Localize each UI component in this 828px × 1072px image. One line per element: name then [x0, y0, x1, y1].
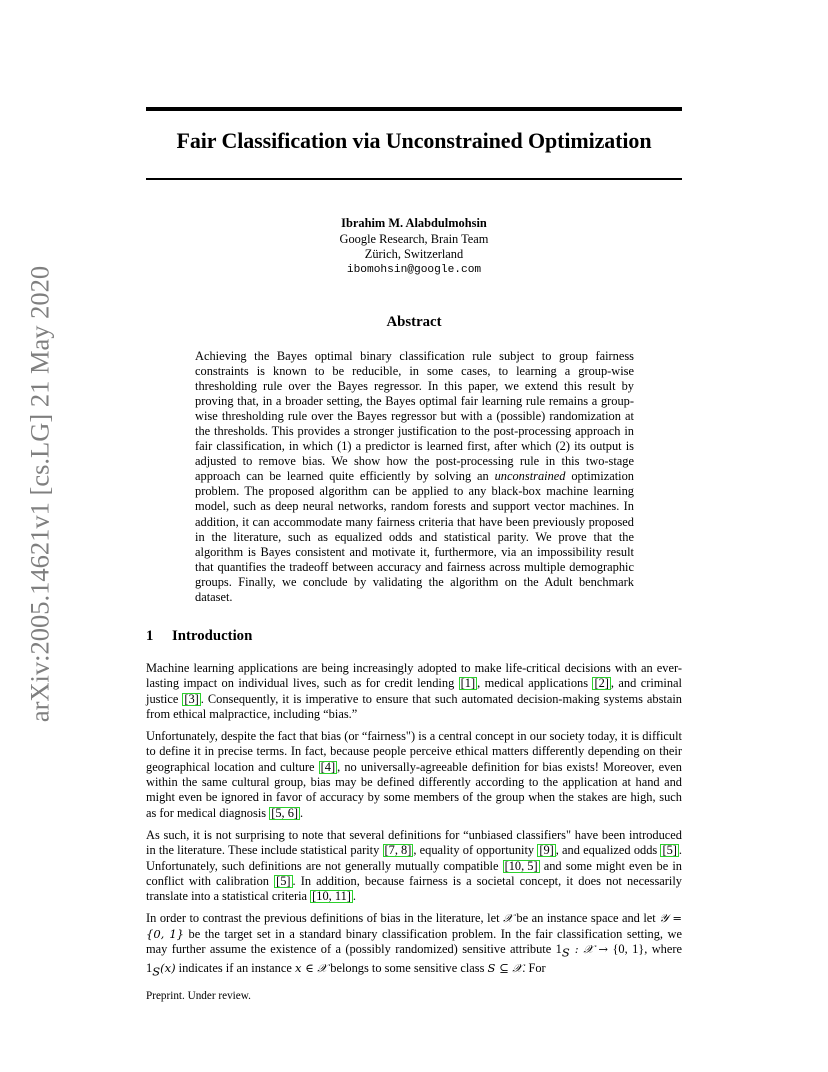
citation-link[interactable]: [2] [594, 676, 609, 691]
math-instance-space: 𝒳 [503, 911, 513, 926]
citation-link[interactable]: [4] [320, 759, 336, 774]
math-indicator: $1_S$ : 𝒳 → [555, 942, 609, 960]
citation-link[interactable]: [1] [460, 676, 476, 691]
math-indicator-x: $1_S(x)$ [146, 960, 176, 979]
section-title: Introduction [172, 628, 253, 644]
paragraph-3: As such, it is not surprising to note that several definitions for “unbiased classifiers" have been introduced in the literature. These include statistical parity [7, 8] , equality of opportunity [9] , and equalized odds [5] . Unfortunately, such definitions are not generally mutually compatible [10, 5] and some might even be in conflict with calibration [5] . In addition, because fairness is a societal concept, it does not necessarily translate into a statistical criteria [10, 11] . [146, 827, 682, 904]
paragraph-1: Machine learning applications are being increasingly adopted to make life-critical decisions with an ever-lasting impact on individual lives, such as for credit lending [1] , medical applications [2] , and criminal justice [3] . Consequently, it is imperative to ensure that such automated decision-making systems abstain from ethical malpractice, including “bias.” [146, 661, 682, 721]
citation-link[interactable]: [5] [276, 873, 291, 888]
title-rule-bottom [146, 178, 682, 180]
section-heading [146, 628, 682, 645]
paper-title: Fair Classification via Unconstrained Optimization [176, 128, 652, 153]
paragraph-2: Unfortunately, despite the fact that bias (or “fairness") is a central concept in our society today, it is difficult to define it in precise terms. In fact, because people perceive ethical matters differently depending on their geographical location and culture [4] , no universally-agreeable definition for bias exists! Moreover, even within the same cultural group, bias may be defined differently according to the application at hand and might even be ignored in favor of accuracy by some members of the group when the stakes are high, such as for medical diagnosis [5, 6] . [146, 729, 682, 820]
citation-link[interactable]: [9] [539, 843, 554, 858]
title-rule-top [146, 107, 682, 111]
citation-link[interactable]: [5, 6] [271, 805, 299, 820]
citation-link[interactable]: [7, 8] [384, 843, 412, 858]
author-block [146, 216, 682, 278]
math-binary-set: {0, 1} [612, 942, 645, 957]
author-affiliation: Google Research, Brain Team [339, 231, 489, 246]
math-target-set: 𝒴 = {0, 1} [146, 911, 682, 941]
author-location: Zürich, Switzerland [364, 247, 464, 261]
abstract-heading: Abstract [386, 314, 442, 330]
author-email: ibomohsin@google.com [346, 263, 482, 276]
math-x-in-space: x ∈ 𝒳 [294, 960, 328, 975]
author-name: Ibrahim M. Alabdulmohsin [341, 216, 487, 230]
citation-link[interactable]: [3] [184, 691, 199, 706]
citation-link[interactable]: [10, 11] [312, 889, 351, 904]
body-text [146, 661, 682, 987]
math-sensitive-class: S ⊆ 𝒳 [487, 960, 523, 975]
section-number: 1 [146, 628, 154, 644]
citation-link[interactable]: [10, 5] [504, 858, 538, 873]
footer-note: Preprint. Under review. [146, 990, 251, 1002]
abstract-emphasis: unconstrained [494, 469, 566, 484]
paragraph-4: In order to contrast the previous definitions of bias in the literature, let 𝒳 be an instance space and let 𝒴 = {0, 1} be the target set in a standard binary classification problem. In the fair classification setting, we may further assume the existence of a (possibly randomized) sensitive attribute $1_S$ : 𝒳 → {0, 1}, where $1_S(x)$ indicates if an instance x ∈ 𝒳 belongs to some sensitive class S ⊆ 𝒳. For [146, 911, 682, 979]
arxiv-identifier: arXiv:2005.14621v1 [cs.LG] 21 May 2020 [24, 265, 55, 723]
citation-link[interactable]: [5] [662, 843, 677, 858]
abstract-text: Achieving the Bayes optimal binary classification rule subject to group fairness constraints is known to be reducible, in some cases, to learning a group-wise thresholding rule over the Bayes regressor. In this paper, we extend this result by proving that, in a broader setting, the Bayes optimal fair learning rule remains a group-wise thresholding rule over the Bayes regressor but with a (possible) randomization at the thresholds. This provides a stronger justification to the post-processing approach in fair classification, in which (1) a predictor is learned first, after which (2) its output is adjusted to remove bias. We show how the post-processing rule in this two-stage approach can be learned quite efficiently by solving an unconstrained optimization problem. The proposed algorithm can be applied to any black-box machine learning model, such as deep neural networks, random forests and support vector machines. In addition, it can accommodate many fairness criteria that have been previously proposed in the literature, such as equalized odds and statistical parity. We prove that the algorithm is Bayes consistent and motivate it, furthermore, via an impossibility result that quantifies the tradeoff between accuracy and fairness across multiple demographic groups. Finally, we conclude by validating the algorithm on the Adult benchmark dataset. [195, 349, 634, 604]
